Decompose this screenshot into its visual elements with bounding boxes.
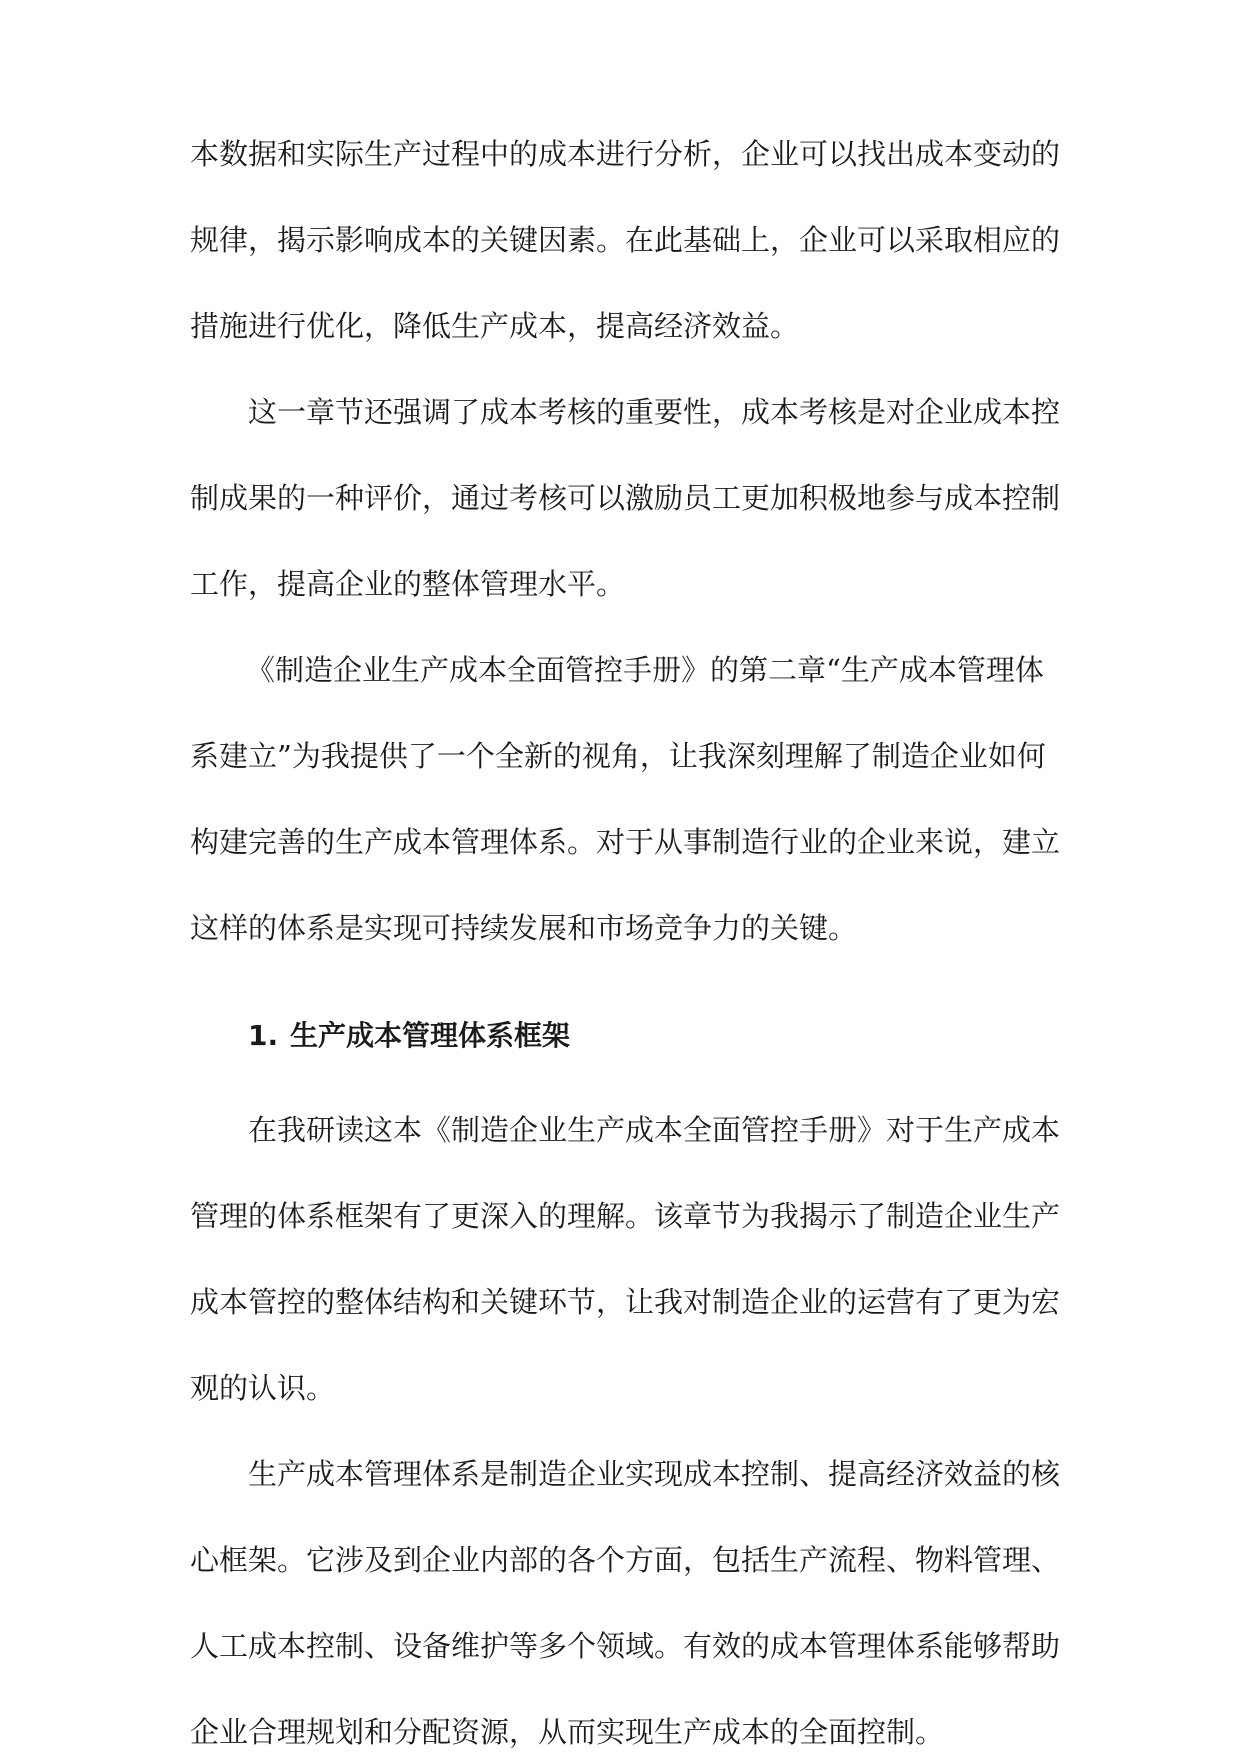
- paragraph-line: 《制造企业生产成本全面管控手册》的第二章“生产成本管理体: [246, 653, 1044, 687]
- section-title: 生产成本管理体系框架: [290, 1019, 571, 1052]
- paragraph-line: 措施进行优化，降低生产成本，提高经济效益。: [190, 309, 800, 343]
- paragraph-line: 心框架。它涉及到企业内部的各个方面，包括生产流程、物料管理、: [190, 1543, 1061, 1577]
- paragraph-line: 生产成本管理体系是制造企业实现成本控制、提高经济效益的核: [248, 1457, 1061, 1491]
- paragraph-line: 成本管控的整体结构和关键环节，让我对制造企业的运营有了更为宏: [190, 1285, 1061, 1319]
- paragraph-line: 制成果的一种评价，通过考核可以激励员工更加积极地参与成本控制: [190, 481, 1061, 515]
- paragraph-line: 人工成本控制、设备维护等多个领域。有效的成本管理体系能够帮助: [190, 1629, 1061, 1663]
- paragraph-line: 这样的体系是实现可持续发展和市场竞争力的关键。: [190, 911, 858, 945]
- paragraph-line: 管理的体系框架有了更深入的理解。该章节为我揭示了制造企业生产: [190, 1199, 1061, 1233]
- paragraph-line: 系建立”为我提供了一个全新的视角，让我深刻理解了制造企业如何: [190, 739, 1046, 773]
- paragraph-line: 观的认识。: [190, 1371, 336, 1405]
- paragraph-line: 在我研读这本《制造企业生产成本全面管控手册》对于生产成本: [248, 1113, 1061, 1147]
- section-heading: [248, 1016, 570, 1056]
- paragraph-line: 本数据和实际生产过程中的成本进行分析，企业可以找出成本变动的: [190, 137, 1061, 171]
- paragraph-line: 构建完善的生产成本管理体系。对于从事制造行业的企业来说，建立: [190, 825, 1061, 859]
- section-number: 1.: [248, 1019, 279, 1052]
- paragraph-line: 企业合理规划和分配资源，从而实现生产成本的全面控制。: [190, 1715, 945, 1749]
- paragraph-line: 这一章节还强调了成本考核的重要性，成本考核是对企业成本控: [248, 395, 1061, 429]
- paragraph-line: 规律，揭示影响成本的关键因素。在此基础上，企业可以采取相应的: [190, 223, 1061, 257]
- paragraph-line: 工作，提高企业的整体管理水平。: [190, 567, 626, 601]
